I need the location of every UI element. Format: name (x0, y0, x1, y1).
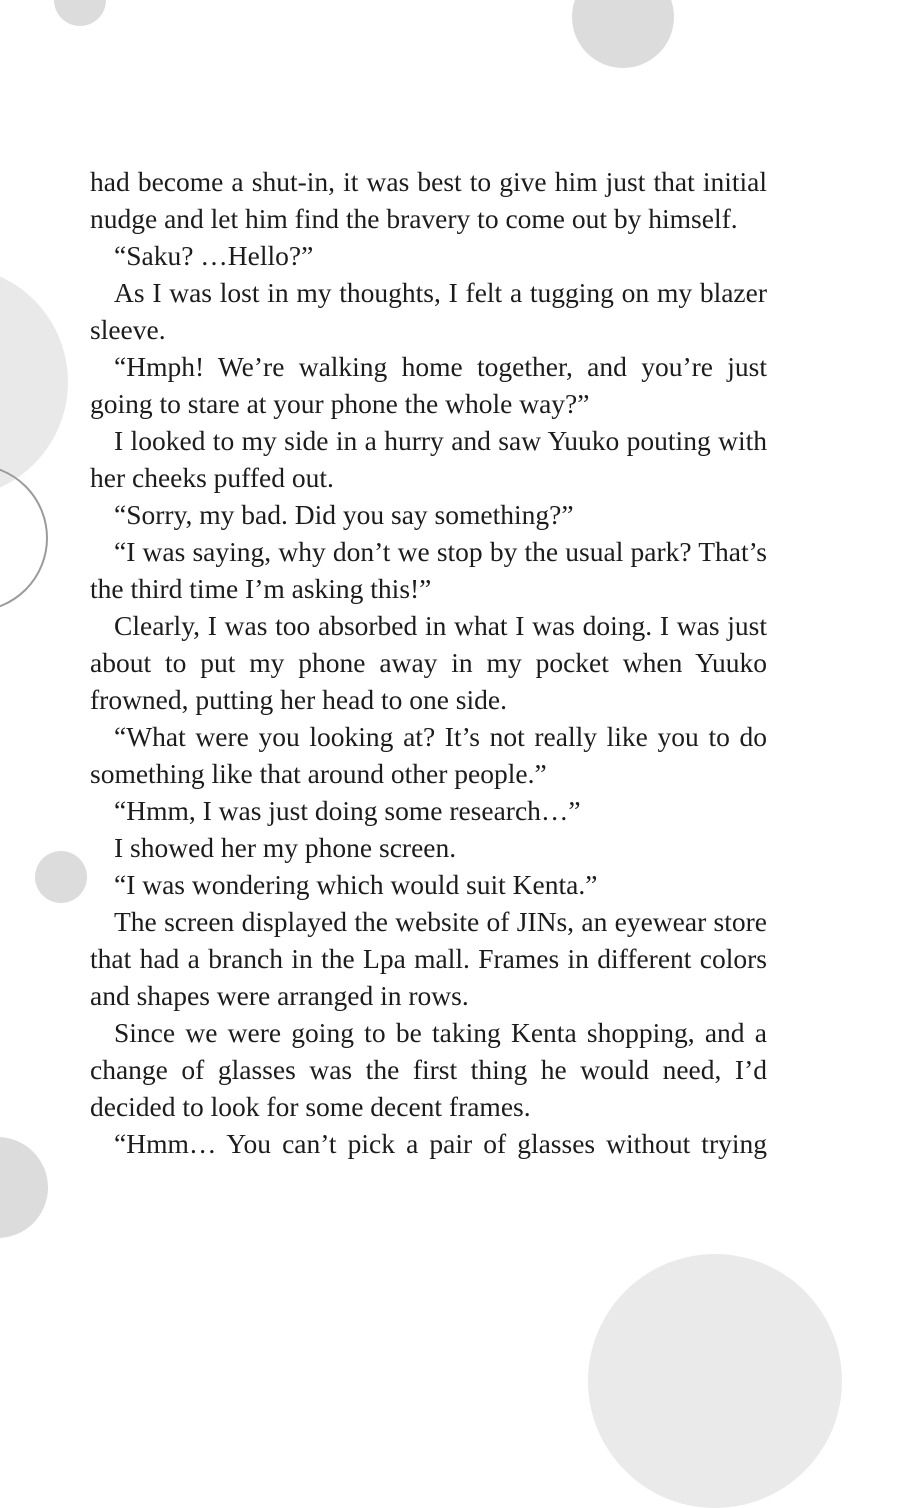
paragraph: “I was saying, why don’t we stop by the usual park? That’s the third time I’m asking this!” (90, 536, 767, 604)
paragraph: “Hmm, I was just doing some research…” (114, 795, 581, 826)
decor-circle-top-left (54, 0, 106, 26)
decor-circle-left-small (35, 851, 87, 903)
paragraph: “Saku? …Hello?” (114, 240, 314, 271)
paragraph: had become a shut-in, it was best to give him just that initial nudge and let him find the bravery to come out by himself. (90, 166, 767, 234)
paragraph: I showed her my phone screen. (114, 832, 457, 863)
book-page-text (90, 163, 767, 1162)
decor-circle-bottom-right (588, 1254, 842, 1508)
paragraph: “Hmph! We’re walking home together, and you’re just going to stare at your phone the whole way?” (90, 351, 767, 419)
paragraph: As I was lost in my thoughts, I felt a tugging on my blazer sleeve. (90, 277, 767, 345)
decor-circle-left-large (0, 266, 68, 498)
paragraph: “I was wondering which would suit Kenta.” (114, 869, 598, 900)
paragraph: Since we were going to be taking Kenta shopping, and a change of glasses was the first thing he would need, I’d decided to look for some decent frames. (90, 1017, 767, 1122)
paragraph: The screen displayed the website of JINs, an eyewear store that had a branch in the Lpa mall. Frames in different colors and shapes were arranged in rows. (90, 906, 767, 1011)
paragraph: “Hmm… You can’t pick a pair of glasses without trying (114, 1128, 767, 1159)
paragraph: I looked to my side in a hurry and saw Yuuko pouting with her cheeks puffed out. (90, 425, 767, 493)
paragraph: Clearly, I was too absorbed in what I was doing. I was just about to put my phone away in my pocket when Yuuko frowned, putting her head to one side. (90, 610, 767, 715)
decor-circle-left-outline (0, 464, 48, 612)
paragraph: “What were you looking at? It’s not really like you to do something like that around other people.” (90, 721, 767, 789)
decor-circle-top-right (572, 0, 674, 68)
paragraph: “Sorry, my bad. Did you say something?” (114, 499, 574, 530)
decor-circle-bottom-left (0, 1137, 48, 1238)
